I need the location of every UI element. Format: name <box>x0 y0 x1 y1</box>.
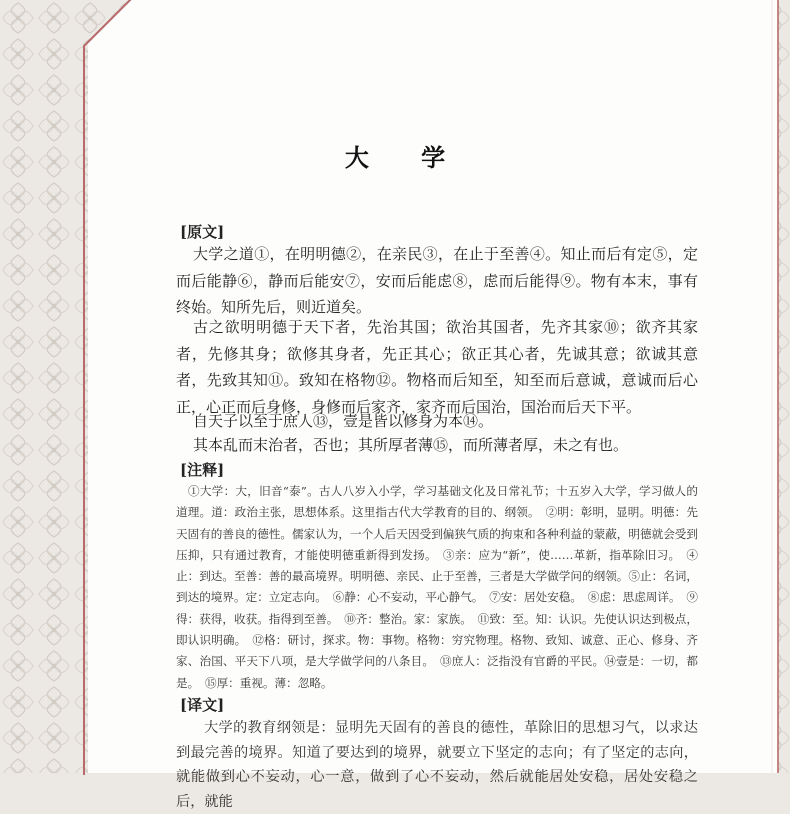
notes-text: ①大学：大，旧音“泰”。古人八岁入小学，学习基础文化及日常礼节；十五岁入大学，学习做人的道理。道：政治主张，思想体系。这里指古代大学教育的目的、纲领。 ②明：彰明，显明。明德：先天固有的善良的德性。儒家认为，一个人后天因受到偏狭气质的拘束和各种利益的蒙蔽，明德就会受到压抑，只有通过教育，才能使明德重新得到发扬。 ③亲：应为“新”，使……革新，指革除旧习。 ④止：到达。至善：善的最高境界。明明德、亲民、止于至善，三者是大学做学问的纲领。⑤止：名词，到达的境界。定：立定志向。 ⑥静：心不妄动，平心静气。 ⑦安：居处安稳。 ⑧虑：思虑周详。 ⑨得：获得，收获。指得到至善。 ⑩齐：整治。家：家族。 ⑪致：至。知：认识。先使认识达到极点，即认识明确。 ⑫格：研讨，探求。物：事物。格物：穷究物理。格物、致知、诚意、正心、修身、齐家、治国、平天下八项，是大学做学问的八条目。 ⑬庶人：泛指没有官爵的平民。⑭壹是：一切，都是。 ⑮厚：重视。薄：忽略。 <box>176 484 698 690</box>
translation-text: 大学的教育纲领是：显明先天固有的善良的德性，革除旧的思想习气，以求达到最完善的境界。知道了要达到的境界，就要立下坚定的志向；有了坚定的志向，就能做到心不妄动，心一意，做到了心不妄动，然后就能居处安稳，居处安稳之后，就能 <box>176 720 698 810</box>
section-heading-notes: [注释] <box>180 461 225 479</box>
original-paragraph-2: 古之欲明明德于天下者，先治其国；欲治其国者，先齐其家⑩；欲齐其家者，先修其身；欲修其身者，先正其心；欲正其心者，先诚其意；欲诚其意者，先致其知⑪。致知在格物⑫。物格而后知至，知至而后意诚，意诚而后心正，心正而后身修，身修而后家齐，家齐而后国治，国治而后天下平。 <box>176 318 698 416</box>
original-paragraph-3: 自天子以至于庶人⑬，壹是皆以修身为本⑭。 <box>193 412 494 430</box>
original-paragraph-4: 其本乱而末治者，否也；其所厚者薄⑮，而所薄者厚，未之有也。 <box>193 436 629 454</box>
section-heading-translation: [译文] <box>180 696 225 714</box>
original-paragraph-1: 大学之道①，在明明德②，在亲民③，在止于至善④。知止而后有定⑤，定而后能静⑥，静而后能安⑦，安而后能虑⑧，虑而后能得⑨。物有本末，事有终始。知所先后，则近道矣。 <box>176 245 698 316</box>
page-title: 大 学 <box>344 143 468 172</box>
section-heading-original: [原文] <box>180 223 225 241</box>
